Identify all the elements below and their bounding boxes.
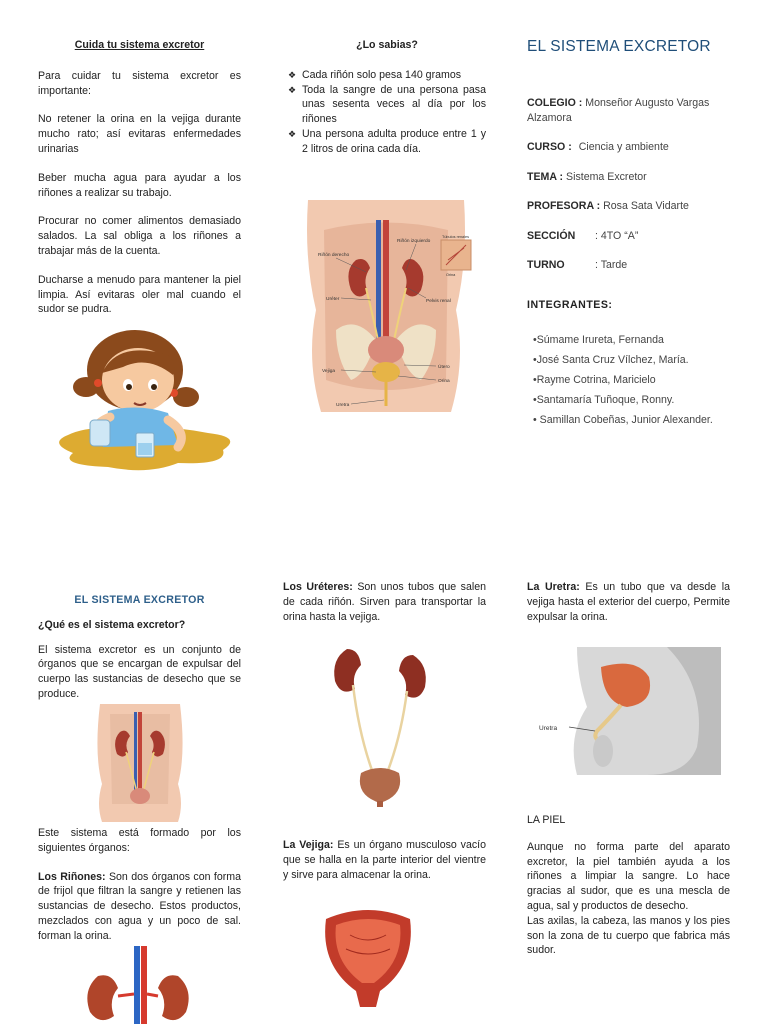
care-tip: No retener la orina en la vejiga durante mucho rato; así evitaras enfermedades urinarias (38, 113, 241, 155)
care-title: Cuida tu sistema excretor (74, 39, 205, 51)
label-renal-pelvis: Pelvis renal (426, 299, 451, 304)
round-bullet-icon: • (533, 413, 537, 426)
kidneys-paragraph: Los Riñones: Son dos órganos con forma de frijol que filtran la sangre y retienen las sustancias de desecho. Estos productos, mezclados con agua y un poco de sal. forman la orina. (38, 870, 241, 942)
intro-question: ¿Qué es el sistema excretor? (38, 618, 186, 631)
bladder-section (283, 838, 486, 882)
urinary-anatomy-diagram (296, 200, 476, 412)
field-turno: TURNO : Tarde (527, 259, 628, 271)
diamond-bullet-icon: ❖ (288, 84, 297, 95)
members-title: INTEGRANTES: (527, 298, 613, 311)
care-intro: Para cuidar tu sistema excretor es importante: (38, 69, 241, 97)
ureters-section (283, 580, 486, 624)
urethra-illustration (537, 647, 721, 775)
organs-section (38, 826, 241, 944)
diamond-bullet-icon: ❖ (288, 69, 297, 80)
skin-title: LA PIEL (527, 814, 566, 826)
members-list (527, 333, 732, 427)
label-uterus: Útero (438, 365, 450, 370)
ureters-bladder-illustration (325, 645, 435, 807)
list-item: ❖ Cada riñón solo pesa 140 gramos (288, 68, 462, 81)
list-item: •Súmame Irureta, Fernanda (533, 333, 664, 346)
label-bladder: Vejiga (322, 369, 336, 374)
skin-paragraph-2: Las axilas, la cabeza, las manos y los pies son la zona de tu cuerpo que fabrica más sudor. (527, 914, 730, 957)
care-tip: Ducharse a menudo para mantener la piel limpia. Así evitaras oler mal cuando el sudor se pudra. (38, 273, 241, 316)
bladder-cross-section-illustration (320, 905, 416, 1009)
skin-section (527, 813, 730, 958)
label-urine: Orina (438, 379, 450, 384)
urethra-section (527, 580, 730, 624)
label-urine-top: Orina (446, 273, 456, 277)
urethra-paragraph: La Uretra: Es un tubo que va desde la vejiga hasta el exterior del cuerpo, Permite expulsar la orina. (527, 581, 730, 623)
cover-title: EL SISTEMA EXCRETOR (527, 38, 711, 55)
intro-answer: El sistema excretor es un conjunto de órganos que se encargan de expulsar del cuerpo las sustancias de desecho que se produce. (38, 643, 241, 700)
urethra-label: Uretra (539, 725, 558, 732)
care-tip: Beber mucha agua para ayudar a los riñones a realizar su trabajo. (38, 171, 241, 199)
list-item: •Santamaría Tuñoque, Ronny. (533, 393, 675, 406)
list-item: •José Santa Cruz Vílchez, María. (533, 353, 689, 366)
field-curso: CURSO : Ciencia y ambiente (527, 141, 669, 153)
label-urethra: Uretra (336, 403, 350, 408)
list-item: •Rayme Cotrina, Maricielo (533, 373, 656, 386)
label-ureter: Uréter (326, 297, 340, 302)
facts-title: ¿Lo sabias? (356, 39, 418, 51)
list-item: • Samillan Cobeñas, Junior Alexander. (533, 413, 713, 426)
round-bullet-icon: • (533, 373, 537, 386)
field-profesora: PROFESORA : Rosa Sata Vidarte (527, 200, 689, 212)
kidneys-illustration (78, 946, 198, 1024)
cover-column (527, 38, 732, 433)
diamond-bullet-icon: ❖ (288, 128, 297, 139)
round-bullet-icon: • (533, 393, 537, 406)
round-bullet-icon: • (533, 353, 537, 366)
list-item: ❖ Toda la sangre de una persona pasa unas sesenta veces al día por los riñones (288, 83, 486, 126)
label-right-kidney: Riñón derecho (318, 253, 350, 258)
skin-paragraph: Aunque no forma parte del aparato excretor, la piel también ayuda a los riñones a limpiar la sangre. Lo hace gracias al sudor, que es una mescla de agua, sal y productos de desecho. (527, 840, 730, 912)
organs-intro: Este sistema está formado por los siguientes órganos: (38, 827, 241, 854)
facts-column (288, 38, 486, 157)
girl-drinking-water-illustration (28, 325, 243, 485)
ureters-paragraph: Los Uréteres: Son unos tubos que salen de cada riñón. Sirven para transportar la orina hasta la vejiga. (283, 581, 486, 623)
torso-kidneys-illustration (92, 704, 188, 822)
bladder-paragraph: La Vejiga: Es un órgano musculoso vacío que se halla en la parte interior del vientre y sirve para almacenar la orina. (283, 839, 486, 881)
intro-column (38, 593, 241, 702)
field-tema: TEMA : Sistema Excretor (527, 170, 647, 183)
field-colegio: COLEGIO : Monseñor Augusto Vargas Alzamora (527, 97, 710, 124)
label-nephrons: Túbulos renales (442, 235, 470, 239)
round-bullet-icon: • (533, 333, 537, 346)
list-item: ❖ Una persona adulta produce entre 1 y 2 litros de orina cada día. (288, 127, 486, 155)
label-left-kidney: Riñón izquierdo (397, 239, 431, 244)
field-seccion: SECCIÓN : 4TO “A” (527, 229, 639, 242)
care-tip: Procurar no comer alimentos demasiado salados. La sal obliga a los riñones a trabajar más de la cuenta. (38, 215, 241, 257)
facts-list (288, 68, 486, 157)
care-column (38, 38, 241, 331)
intro-title: EL SISTEMA EXCRETOR (74, 594, 205, 606)
